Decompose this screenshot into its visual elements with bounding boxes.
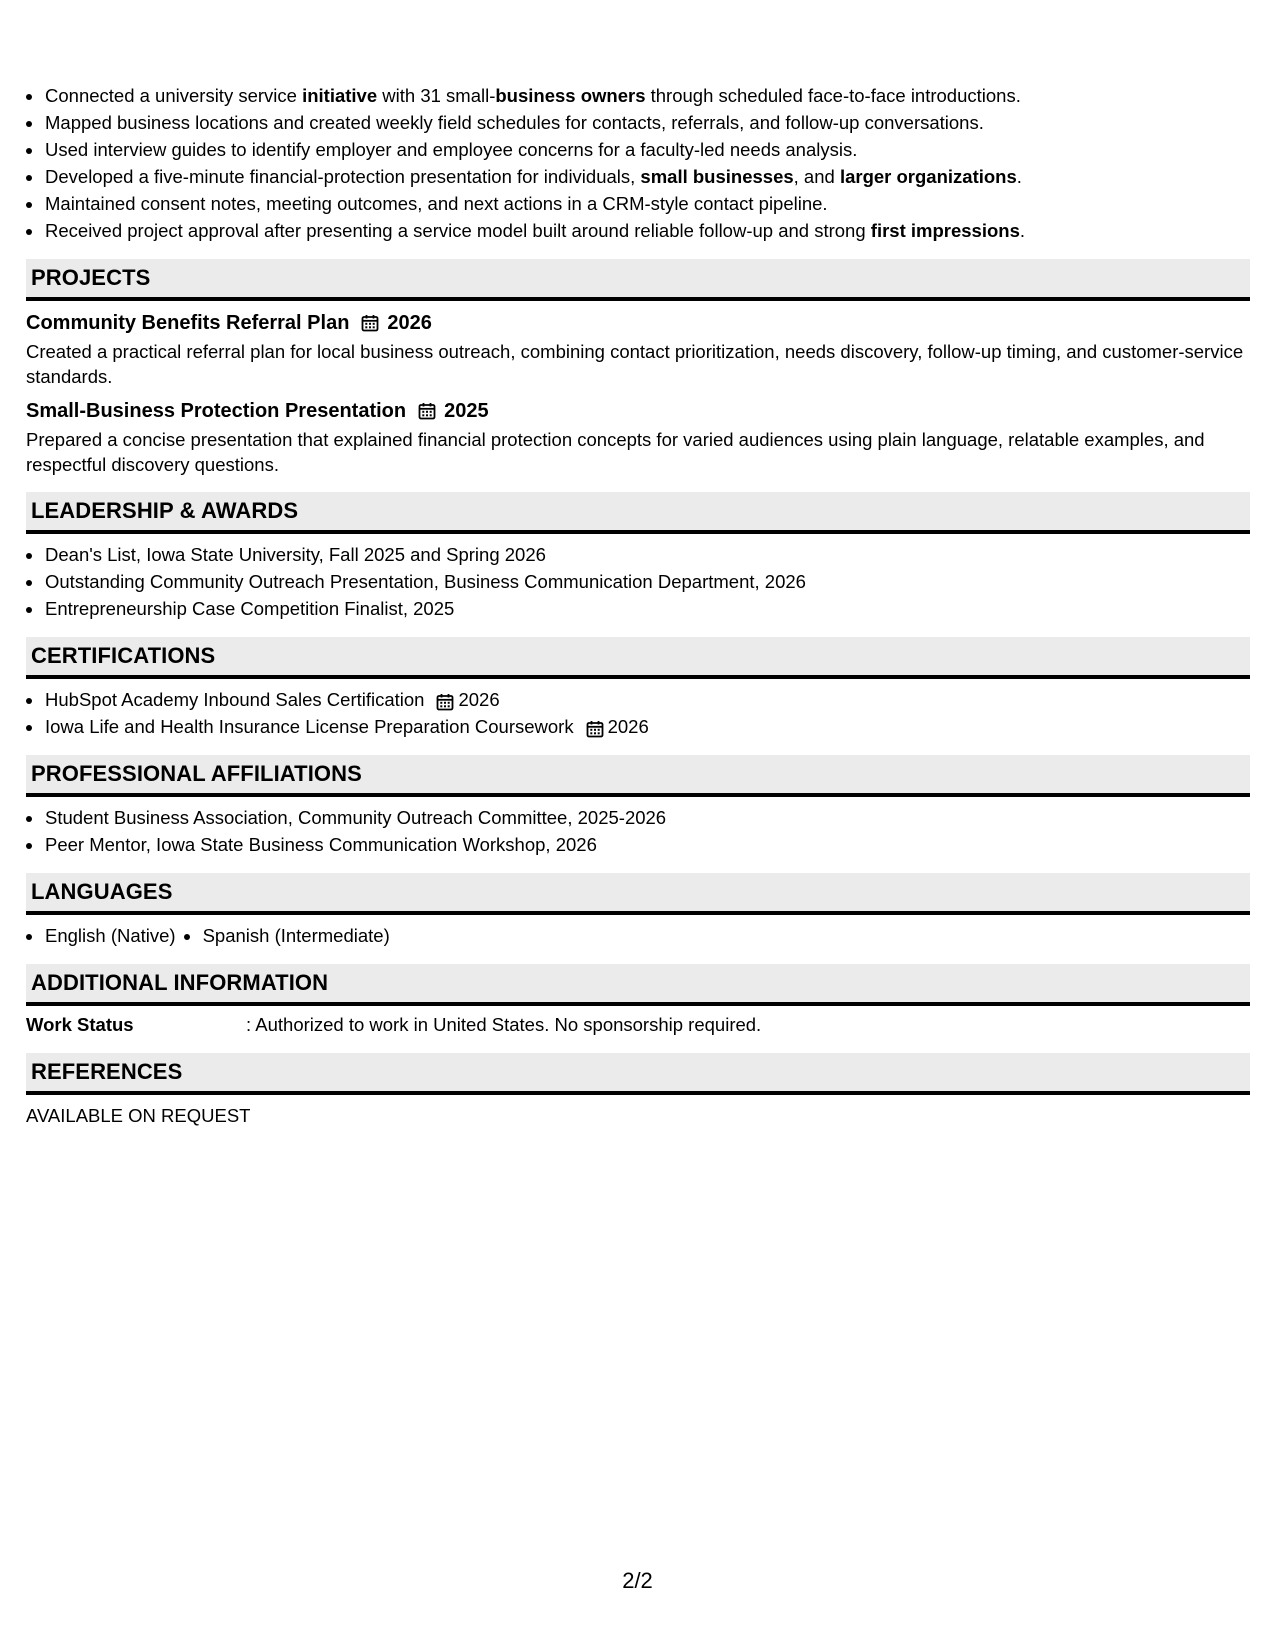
text-run: . <box>1016 166 1022 187</box>
experience-bullet <box>44 136 1250 163</box>
experience-bullet <box>44 217 1250 244</box>
project-year: 2025 <box>444 399 489 422</box>
references-heading: REFERENCES <box>26 1053 1250 1095</box>
list-item: • Dean's List, Iowa State University, Fall 2025 and Spring 2026 <box>44 541 1250 568</box>
work-status-value: : Authorized to work in United States. No sponsorship required. <box>246 1014 762 1035</box>
resume-page <box>26 82 1250 1129</box>
list-item <box>44 713 1250 740</box>
certifications-list <box>26 686 1250 740</box>
certifications-heading: CERTIFICATIONS <box>26 637 1250 679</box>
certification-year: 2026 <box>607 716 649 737</box>
project-title: Community Benefits Referral Plan <box>26 311 350 334</box>
list-item: • Outstanding Community Outreach Presentation, Business Communication Department, 2026 <box>44 568 1250 595</box>
calendar-icon <box>586 718 604 736</box>
text-run: , and <box>793 166 840 187</box>
experience-bullet <box>44 82 1250 109</box>
affiliations-list <box>26 804 1250 858</box>
experience-bullet <box>44 163 1250 190</box>
text-run: Received project approval after presenting a service model built around reliable follow-up and strong <box>45 220 871 241</box>
bold-text: larger organizations <box>839 166 1017 187</box>
calendar-icon <box>436 691 454 709</box>
text-run: through scheduled face-to-face introductions. <box>645 85 1021 106</box>
text-run: Developed a five-minute financial-protection presentation for individuals, <box>45 166 641 187</box>
list-item: • Entrepreneurship Case Competition Finalist, 2025 <box>44 595 1250 622</box>
text-run: . <box>1019 220 1025 241</box>
work-status-row <box>26 1012 1250 1038</box>
text-run: Connected a university service <box>45 85 303 106</box>
text-run: Used interview guides to identify employer and employee concerns for a faculty-led needs analysis. <box>45 139 858 160</box>
bold-text: first impressions <box>870 220 1020 241</box>
project-item <box>26 309 1250 389</box>
languages-list <box>26 922 1250 949</box>
text-run: Maintained consent notes, meeting outcomes, and next actions in a CRM-style contact pipeline. <box>45 193 828 214</box>
project-item <box>26 397 1250 477</box>
languages-heading: LANGUAGES <box>26 873 1250 915</box>
project-title: Small-Business Protection Presentation <box>26 399 407 422</box>
references-text: AVAILABLE ON REQUEST <box>26 1105 251 1126</box>
bold-text: small businesses <box>640 166 794 187</box>
bold-text: business owners <box>495 85 646 106</box>
work-status-label: Work Status <box>26 1014 134 1035</box>
experience-bullet <box>44 190 1250 217</box>
certification-name: • HubSpot Academy Inbound Sales Certification <box>45 689 425 710</box>
project-description: Created a practical referral plan for local business outreach, combining contact prioritization, needs discovery, follow-up timing, and customer-service standards. <box>26 341 1244 387</box>
bold-text: initiative <box>302 85 378 106</box>
leadership-heading: LEADERSHIP & AWARDS <box>26 492 1250 534</box>
text-run: with 31 small- <box>377 85 496 106</box>
calendar-icon <box>361 314 379 332</box>
additional-info-heading: ADDITIONAL INFORMATION <box>26 964 1250 1006</box>
certification-name: • Iowa Life and Health Insurance License Preparation Coursework <box>45 716 574 737</box>
experience-bullet-list <box>26 82 1250 244</box>
text-run: Mapped business locations and created weekly field schedules for contacts, referrals, and follow-up conversations. <box>45 112 984 133</box>
list-item: • English (Native) <box>44 922 176 949</box>
leadership-list <box>26 541 1250 622</box>
list-item <box>44 686 1250 713</box>
projects-heading: PROJECTS <box>26 259 1250 301</box>
affiliations-heading: PROFESSIONAL AFFILIATIONS <box>26 755 1250 797</box>
experience-bullet <box>44 109 1250 136</box>
certification-year: 2026 <box>458 689 500 710</box>
list-item: • Spanish (Intermediate) <box>202 922 390 949</box>
list-item: • Peer Mentor, Iowa State Business Communication Workshop, 2026 <box>44 831 1250 858</box>
page-number: 2/2 <box>622 1568 653 1593</box>
calendar-icon <box>418 402 436 420</box>
project-year: 2026 <box>387 311 432 334</box>
project-description: Prepared a concise presentation that explained financial protection concepts for varied audiences using plain language, relatable examples, and respectful discovery questions. <box>26 429 1205 475</box>
list-item: • Student Business Association, Community Outreach Committee, 2025-2026 <box>44 804 1250 831</box>
